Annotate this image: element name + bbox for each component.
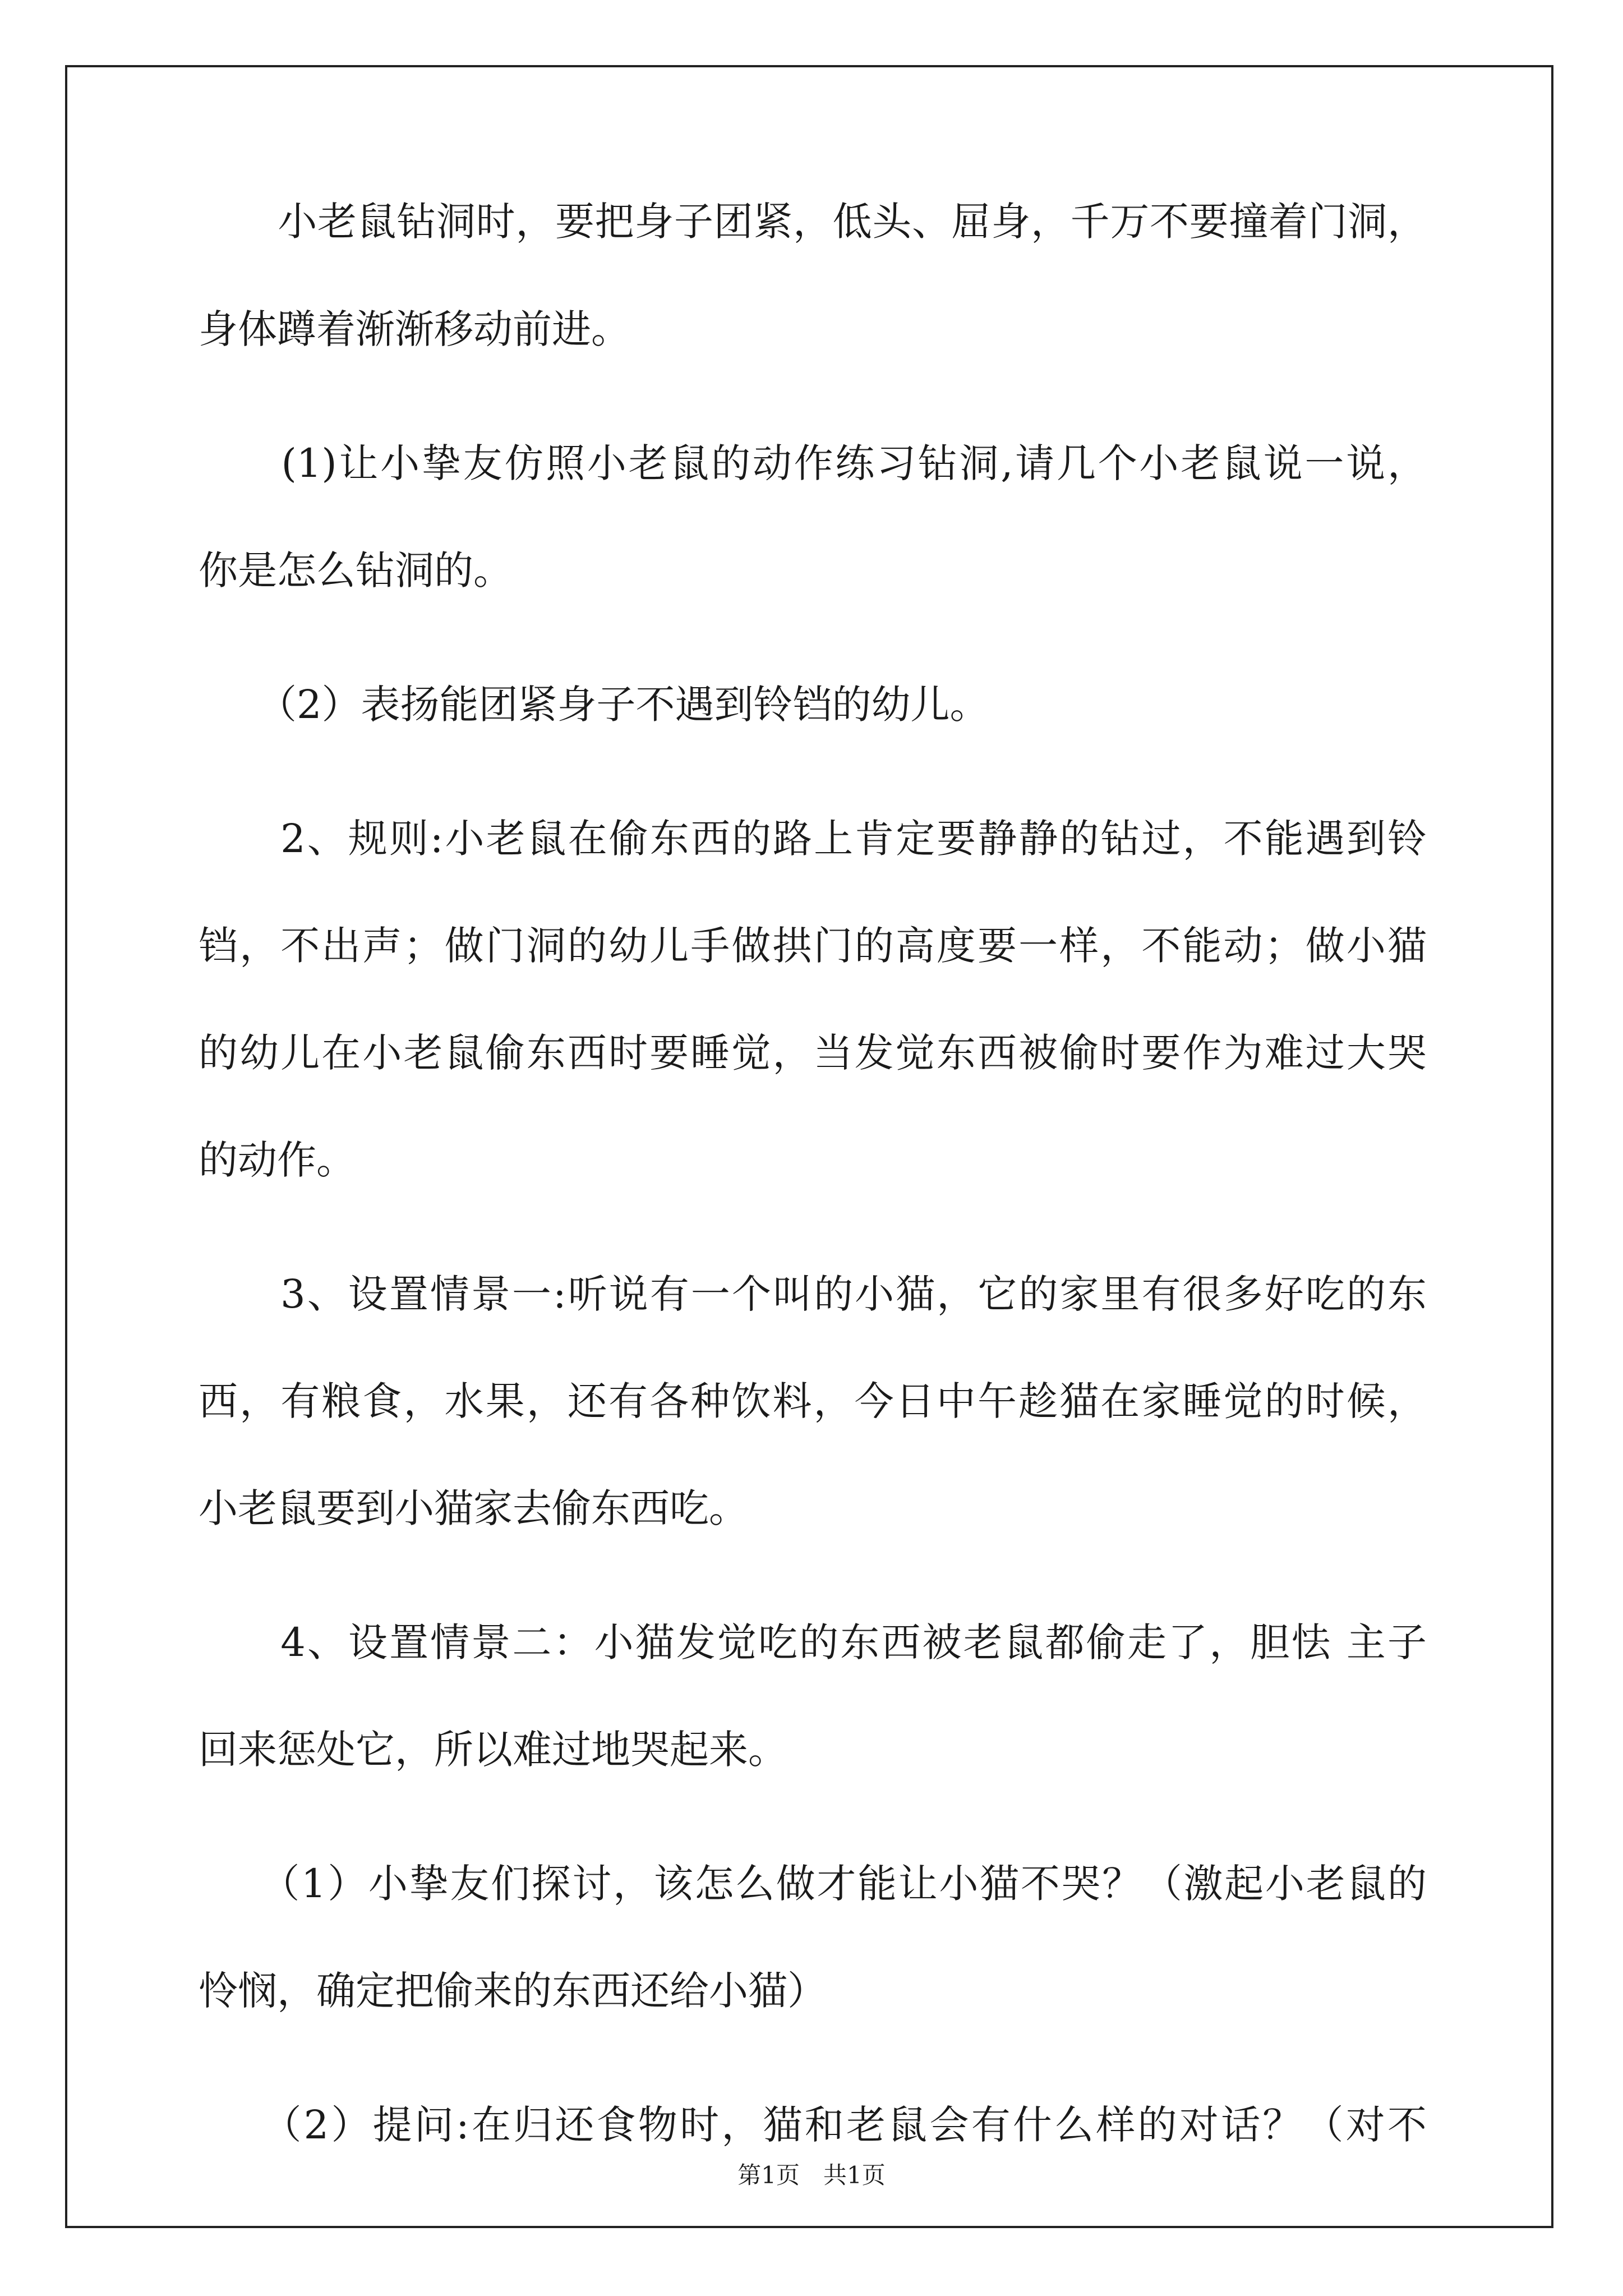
text-line: 怜悯，确定把偷来的东西还给小猫）: [199, 1968, 827, 2014]
text-line: （2）提问:在归还食物时，猫和老鼠会有什么样的对话？（对不: [199, 2102, 1427, 2148]
text-line: 西，有粮食，水果，还有各种饮料，今日中午趁猫在家睡觉的时候，: [199, 1378, 1427, 1424]
text-line: 3、设置情景一:听说有一个叫的小猫，它的家里有很多好吃的东: [199, 1271, 1427, 1317]
text-line: (1)让小挚友仿照小老鼠的动作练习钻洞,请几个小老鼠说一说，: [199, 440, 1427, 486]
text-line: 身体蹲着渐渐移动前进。: [199, 306, 630, 352]
text-line: （1）小挚友们探讨，该怎么做才能让小猫不哭？（激起小老鼠的: [199, 1861, 1427, 1907]
text-line: 的动作。: [199, 1137, 356, 1183]
text-line: 2、规则:小老鼠在偷东西的路上肯定要静静的钻过，不能遇到铃: [199, 816, 1427, 862]
text-line: 的幼儿在小老鼠偷东西时要睡觉，当发觉东西被偷时要作为难过大哭: [199, 1030, 1427, 1076]
text-line: 铛，不出声；做门洞的幼儿手做拱门的高度要一样，不能动；做小猫: [199, 923, 1427, 969]
text-line: 小老鼠要到小猫家去偷东西吃。: [199, 1485, 748, 1531]
page-footer: 第1页 共1页: [737, 2161, 886, 2189]
text-line: 你是怎么钻洞的。: [199, 547, 513, 593]
text-line: 4、设置情景二：小猫发觉吃的东西被老鼠都偷走了，胆怯 主子: [199, 1619, 1427, 1665]
text-line: 小老鼠钻洞时，要把身子团紧，低头、屈身，千万不要撞着门洞，: [199, 199, 1427, 245]
text-line: （2）表扬能团紧身子不遇到铃铛的幼儿。: [199, 682, 989, 728]
text-line: 回来惩处它，所以难过地哭起来。: [199, 1727, 787, 1773]
